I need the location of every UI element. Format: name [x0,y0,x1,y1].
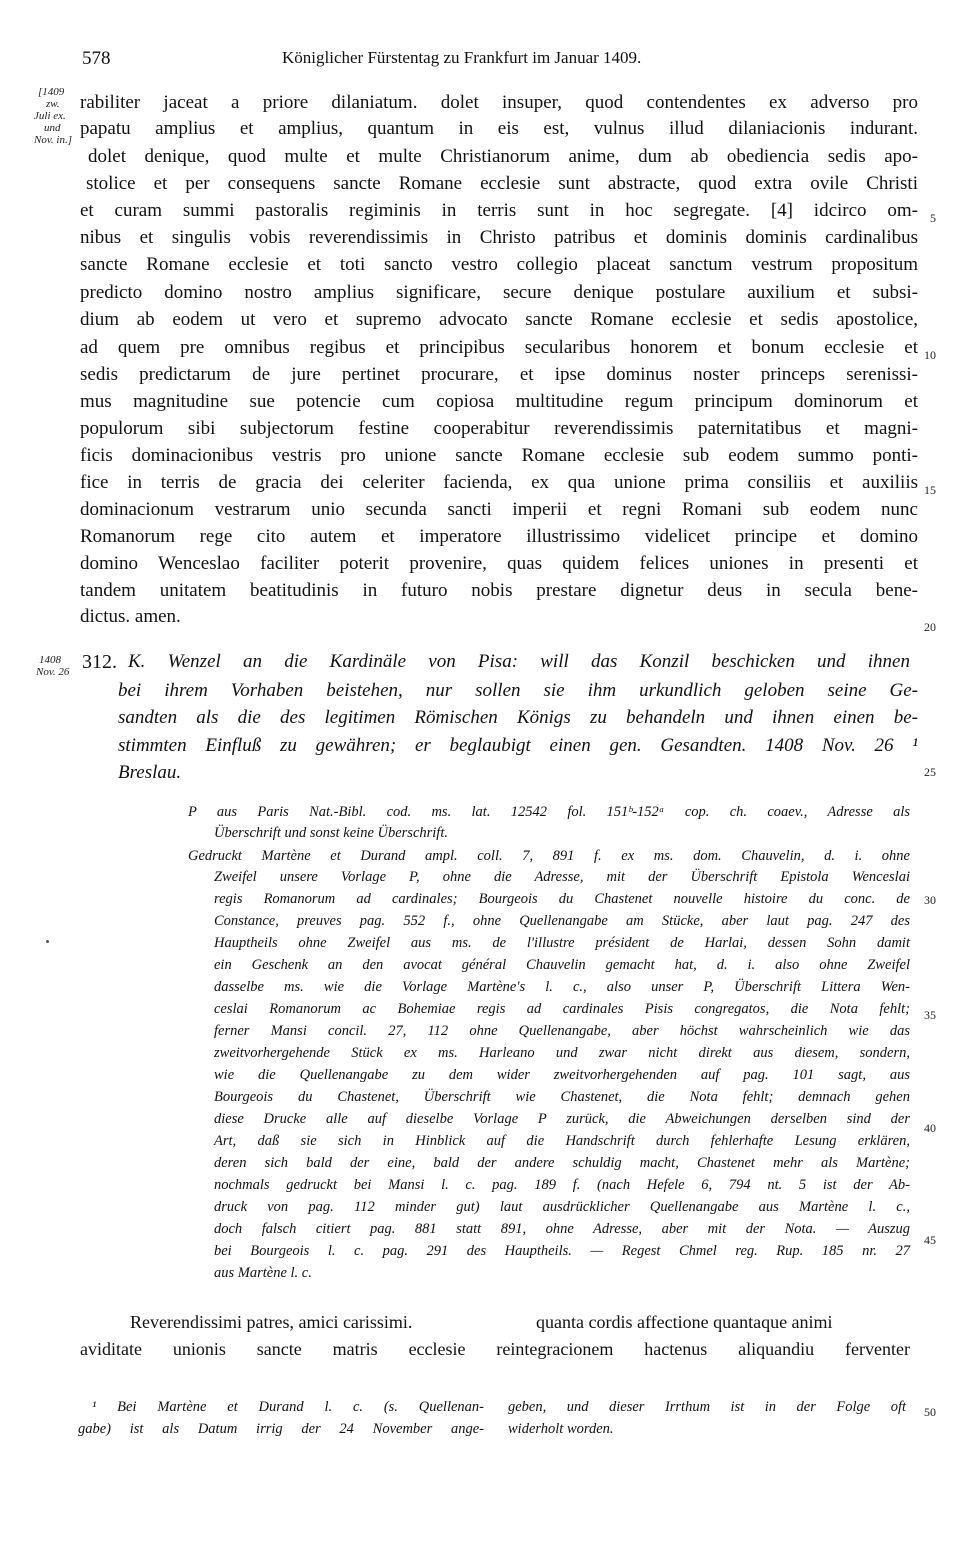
margin-date-line: Nov. 26 [36,666,70,678]
document-title-line: K. Wenzel an die Kardinäle von Pisa: will das Konzil beschicken und ihnen [128,651,910,672]
margin-date-note [34,86,72,146]
text-line: rabiliter jaceat a priore dilaniatum. dolet insuper, quod contendentes ex adverso pro [80,92,918,113]
text-line: nibus et singulis vobis reverendissimis in Christo patribus et dominis dominis cardinalibus [80,227,918,248]
document-title-line: sandten als die des legitimen Römischen Königs zu behandeln und ihnen einen be- [118,707,918,728]
source-note-line: Überschrift und sonst keine Überschrift. [214,825,448,841]
source-note-line: ferner Mansi concil. 27, 112 ohne Quellenangabe, aber höchst wahrscheinlich wie das [214,1023,910,1039]
text-line: tandem unitatem beatitudinis in futuro nobis prestare dignetur deus in secula bene- [80,580,918,601]
page-number: 578 [82,48,111,69]
text-line: dium ab eodem ut vero et supremo advocato sancte Romane ecclesie et sedis apostolice, [80,309,918,330]
source-note-line: regis Romanorum ad cardinales; Bourgeois du Chastenet nouvelle histoire du conc. de [214,891,910,907]
text-line: dolet denique, quod multe et multe Christianorum anime, dum ab obediencia sedis apo- [88,146,918,167]
text-line: dominacionum vestrarum unio secunda sancti imperii et regni Romani sub eodem nunc [80,499,918,520]
source-note-line: aus Martène l. c. [214,1265,312,1281]
margin-date-line: zw. [46,98,60,110]
line-number: 5 [930,211,936,225]
source-note-line: wie die Quellenangabe zu dem wider zweitvorhergehenden auf pag. 101 sagt, aus [214,1067,910,1083]
text-line: populorum sibi subjectorum festine cooperabitur reverendissimis paternitatibus et magni- [80,418,918,439]
source-note-line: ein Geschenk an den avocat général Chauvelin gemacht hat, d. i. also ohne Zweifel [214,957,910,973]
text-line: ficis dominacionibus vestris pro unione sancte Romane ecclesie sub eodem summo ponti- [80,445,918,466]
line-number: 40 [924,1121,936,1135]
footnote-line: geben, und dieser Irrthum ist in der Folge oft [508,1399,906,1415]
source-note-line: dasselbe ms. wie die Vorlage Martène's l. c., also unser P, Überschrift Littera Wen- [214,979,910,995]
footnote-line: gabe) ist als Datum irrig der 24 November ange- [78,1421,484,1437]
text-line: fice in terris de gracia dei celeriter facienda, ex qua unione prima consiliis et auxiliis [80,472,918,493]
source-note-line: bei Bourgeois l. c. pag. 291 des Hauptheils. — Regest Chmel reg. Rup. 185 nr. 27 [214,1243,910,1259]
footnote-line: ¹ Bei Martène et Durand l. c. (s. Quellenan- [92,1399,484,1415]
document-title-line: stimmten Einfluß zu gewähren; er beglaubigt einen gen. Gesandten. 1408 Nov. 26 ¹ [118,735,918,756]
line-number: 35 [924,1008,936,1022]
document-title-line: bei ihrem Vorhaben beistehen, nur sollen sie ihm urkundlich geloben seine Ge- [118,680,918,701]
source-note-line: Bourgeois du Chastenet, Überschrift wie Chastenet, die Nota fehlt; demnach gehen [214,1089,910,1105]
source-note-line: ceslai Romanorum ac Bohemiae regis ad cardinales Pisis congregatos, die Nota fehlt; [214,1001,910,1017]
line-number: 15 [924,483,936,497]
text-line: sedis predictarum de jure pertinet procurare, et ipse dominus noster princeps serenissi- [80,364,918,385]
source-note-line: Constance, preuves pag. 552 f., ohne Quellenangabe am Stücke, aber laut pag. 247 des [214,913,910,929]
source-note-line: Art, daß sie sich in Hinblick auf die Handschrift durch fehlerhafte Lesung erklären, [214,1133,910,1149]
line-number: 50 [924,1405,936,1419]
source-note-line: zweitvorhergehende Stück ex ms. Harleano und zwar nicht direkt aus diesem, sondern, [214,1045,910,1061]
line-number: 20 [924,620,936,634]
source-note-line: diese Drucke alle auf dieselbe Vorlage P zurück, die Abweichungen derselben sind der [214,1111,910,1127]
text-line: stolice et per consequens sancte Romane ecclesie sunt abstracte, quod extra ovile Christi [86,173,918,194]
running-title: Königlicher Fürstentag zu Frankfurt im Januar 1409. [282,48,642,67]
letter-text: quanta cordis affectione quantaque animi [536,1312,833,1332]
source-note-line: doch falsch citiert pag. 881 statt 891, ohne Adresse, aber mit der Nota. — Auszug [214,1221,910,1237]
document-number: 312. [82,651,117,673]
source-note-line: druck von pag. 112 minder gut) laut ausdrücklicher Quellenangabe aus Martène l. c., [214,1199,910,1215]
line-number: 30 [924,893,936,907]
line-number: 25 [924,765,936,779]
stray-mark [46,940,49,943]
margin-date-note [36,654,69,678]
source-note-line: P aus Paris Nat.-Bibl. cod. ms. lat. 12542 fol. 151ᵇ-152ᵃ cop. ch. coaev., Adresse als [188,804,910,820]
source-note-line: Gedruckt Martène et Durand ampl. coll. 7, 891 f. ex ms. dom. Chauvelin, d. i. ohne [188,848,910,864]
text-line: dictus. amen. [80,606,181,627]
text-line: papatu amplius et amplius, quantum in eis est, vulnus illud dilaniacionis indurant. [80,118,918,139]
text-line: ad quem pre omnibus regibus et principibus secularibus honorem et bonum ecclesie et [80,337,918,358]
document-title-line: Breslau. [118,762,182,783]
text-line: predicto domino nostro amplius significare, secure denique postulare auxilium et subsi- [80,282,918,303]
margin-date-line: Juli ex. [34,110,66,122]
letter-text-line: aviditate unionis sancte matris ecclesie reintegracionem hactenus aliquandiu ferventer [80,1339,910,1359]
text-line: sancte Romane ecclesie et toti sancto vestro collegio placeat sanctum vestrum propositum [80,254,918,275]
source-note-line: Hauptheils ohne Zweifel aus ms. de l'illustre président de Harlai, dessen Sohn damit [214,935,910,951]
text-line: et curam summi pastoralis regiminis in terris sunt in hoc segregate. [4] idcirco om- [80,200,918,221]
source-note-line: nochmals gedruckt bei Mansi l. c. pag. 189 f. (nach Hefele 6, 794 nt. 5 ist der Ab- [214,1177,910,1193]
text-line: Romanorum rege cito autem et imperatore illustrissimo videlicet principe et domino [80,526,918,547]
margin-date-line: [1409 [38,86,65,98]
line-number: 10 [924,348,936,362]
text-line: domino Wenceslao faciliter poterit provenire, quas quidem felices uniones in presenti et [80,553,918,574]
line-number: 45 [924,1233,936,1247]
margin-date-line: und [44,122,61,134]
margin-date-line: Nov. in.] [34,134,72,146]
margin-date-line: 1408 [39,654,61,666]
letter-salutation: Reverendissimi patres, amici carissimi. [130,1312,413,1332]
text-line: mus magnitudine sue potencie cum copiosa multitudine regum principum dominorum et [80,391,918,412]
source-note-line: Zweifel unsere Vorlage P, ohne die Adresse, mit der Überschrift Epistola Wenceslai [214,869,910,885]
source-note-line: deren sich bald der eine, bald der andere schuldig macht, Chastenet mehr als Martène; [214,1155,910,1171]
footnote-line: widerholt worden. [508,1421,614,1437]
